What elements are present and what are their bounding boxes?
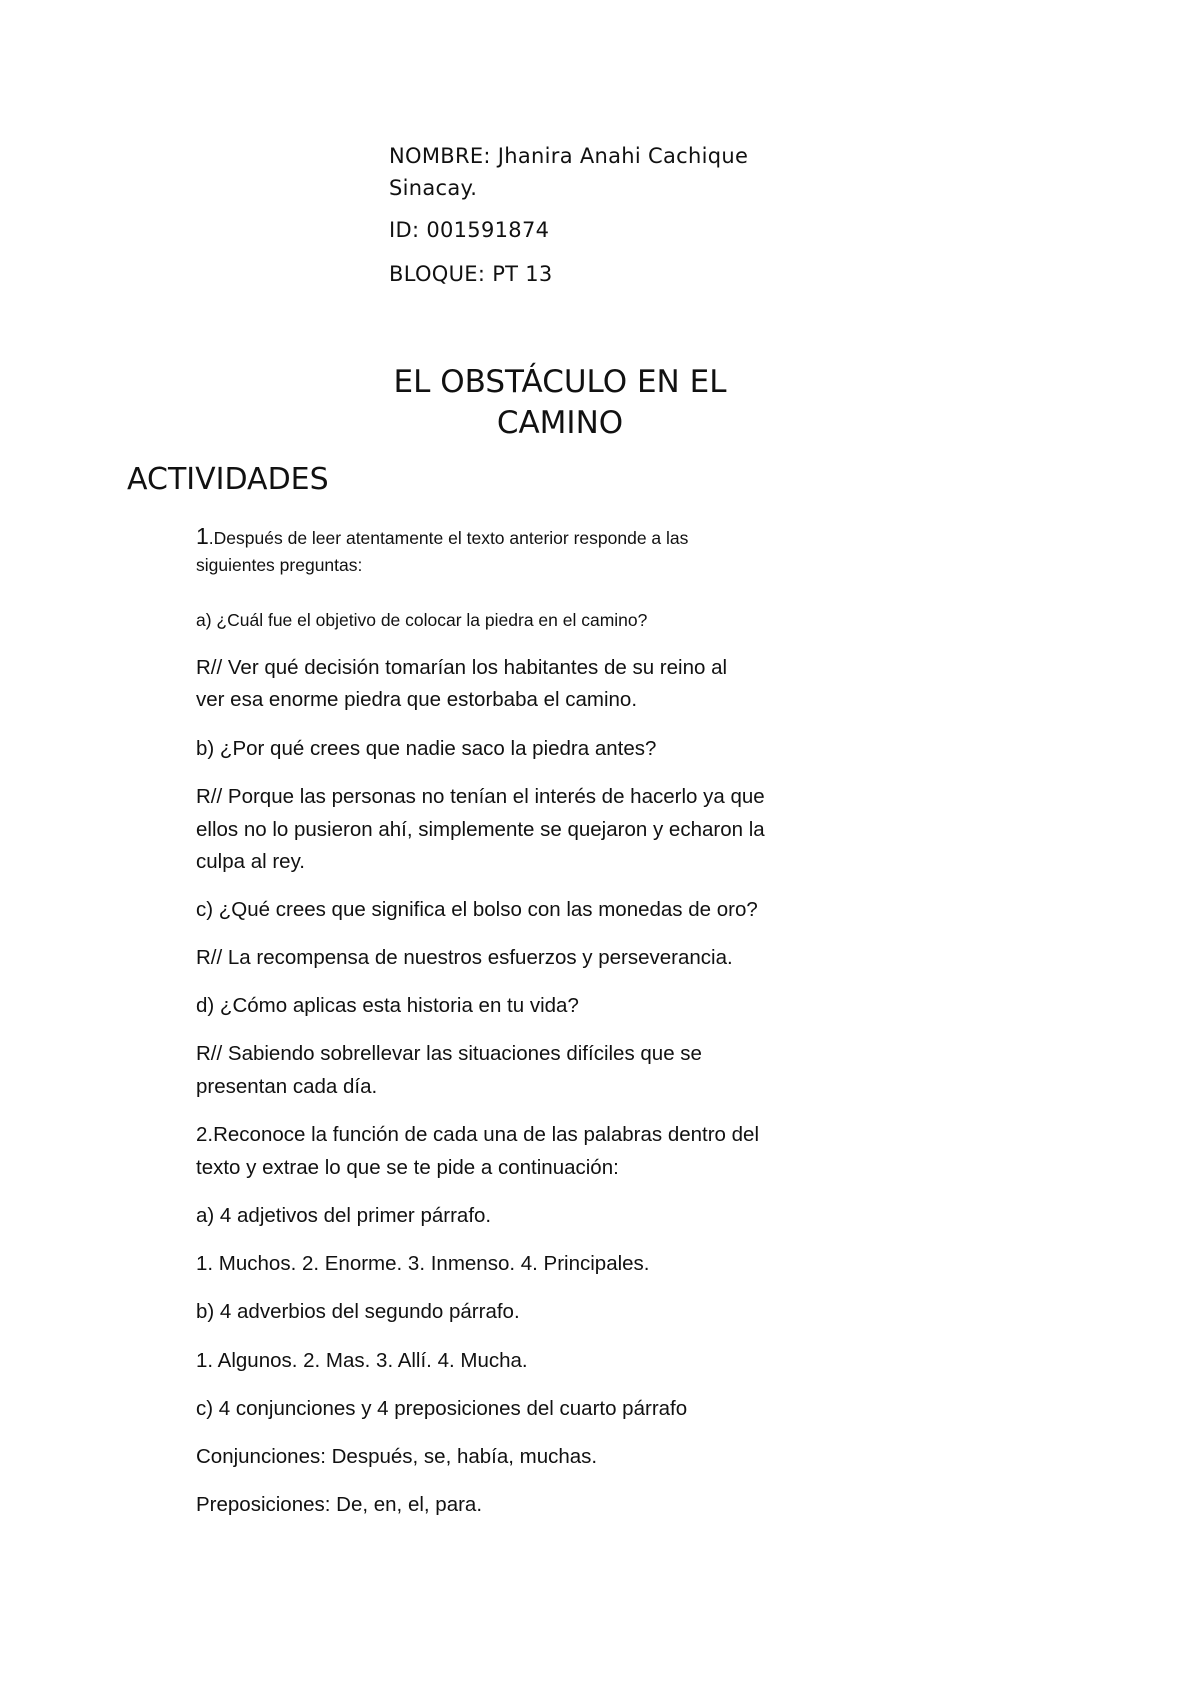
title-line-1: EL OBSTÁCULO EN EL [393, 364, 727, 400]
activity-2-prompt-line-1: 2.Reconoce la función de cada una de las palabras dentro del [196, 1123, 760, 1146]
answer-conjunctions: Conjunciones: Después, se, había, muchas. [196, 1445, 598, 1468]
question-b: b) ¿Por qué crees que nadie saco la piedra antes? [196, 737, 657, 760]
answer-a-line-2: ver esa enorme piedra que estorbaba el camino. [196, 688, 638, 711]
title-line-2: CAMINO [496, 405, 624, 441]
item-a: a) 4 adjetivos del primer párrafo. [196, 1204, 492, 1227]
answer-b-line-1: R// Porque las personas no tenían el interés de hacerlo ya que [196, 785, 765, 808]
question-d: d) ¿Cómo aplicas esta historia en tu vida? [196, 994, 579, 1017]
answer-d-line-1: R// Sabiendo sobrellevar las situaciones difíciles que se [196, 1042, 702, 1065]
name-line-1: NOMBRE: Jhanira Anahi Cachique [389, 144, 749, 168]
activity-1-prompt-line-1 [196, 523, 688, 550]
answer-b-line-2: ellos no lo pusieron ahí, simplemente se quejaron y echaron la [196, 818, 765, 841]
name-line-2: Sinacay. [389, 176, 478, 200]
answer-c: R// La recompensa de nuestros esfuerzos y perseverancia. [196, 946, 733, 969]
activity-2-prompt-line-2: texto y extrae lo que se te pide a continuación: [196, 1156, 619, 1179]
question-a: a) ¿Cuál fue el objetivo de colocar la piedra en el camino? [196, 610, 648, 630]
item-c: c) 4 conjunciones y 4 preposiciones del cuarto párrafo [196, 1397, 688, 1420]
activity-1-prompt-text: .Después de leer atentamente el texto anterior responde a las [208, 528, 689, 548]
answer-prepositions: Preposiciones: De, en, el, para. [196, 1493, 483, 1516]
answer-b-line-3: culpa al rey. [196, 850, 306, 873]
activity-1-number: 1 [196, 523, 209, 549]
answer-a-line-1: R// Ver qué decisión tomarían los habitantes de su reino al [196, 656, 728, 679]
bloque: BLOQUE: PT 13 [389, 262, 553, 286]
answer-adverbs: 1. Algunos. 2. Mas. 3. Allí. 4. Mucha. [196, 1349, 528, 1372]
answer-adjectives: 1. Muchos. 2. Enorme. 3. Inmenso. 4. Principales. [196, 1252, 650, 1275]
section-heading: ACTIVIDADES [127, 462, 329, 497]
item-b: b) 4 adverbios del segundo párrafo. [196, 1300, 520, 1323]
question-c: c) ¿Qué crees que significa el bolso con las monedas de oro? [196, 898, 758, 921]
activity-1-prompt-line-2: siguientes preguntas: [196, 555, 363, 575]
student-id: ID: 001591874 [389, 218, 550, 242]
answer-d-line-2: presentan cada día. [196, 1075, 378, 1098]
document-title [360, 362, 760, 444]
